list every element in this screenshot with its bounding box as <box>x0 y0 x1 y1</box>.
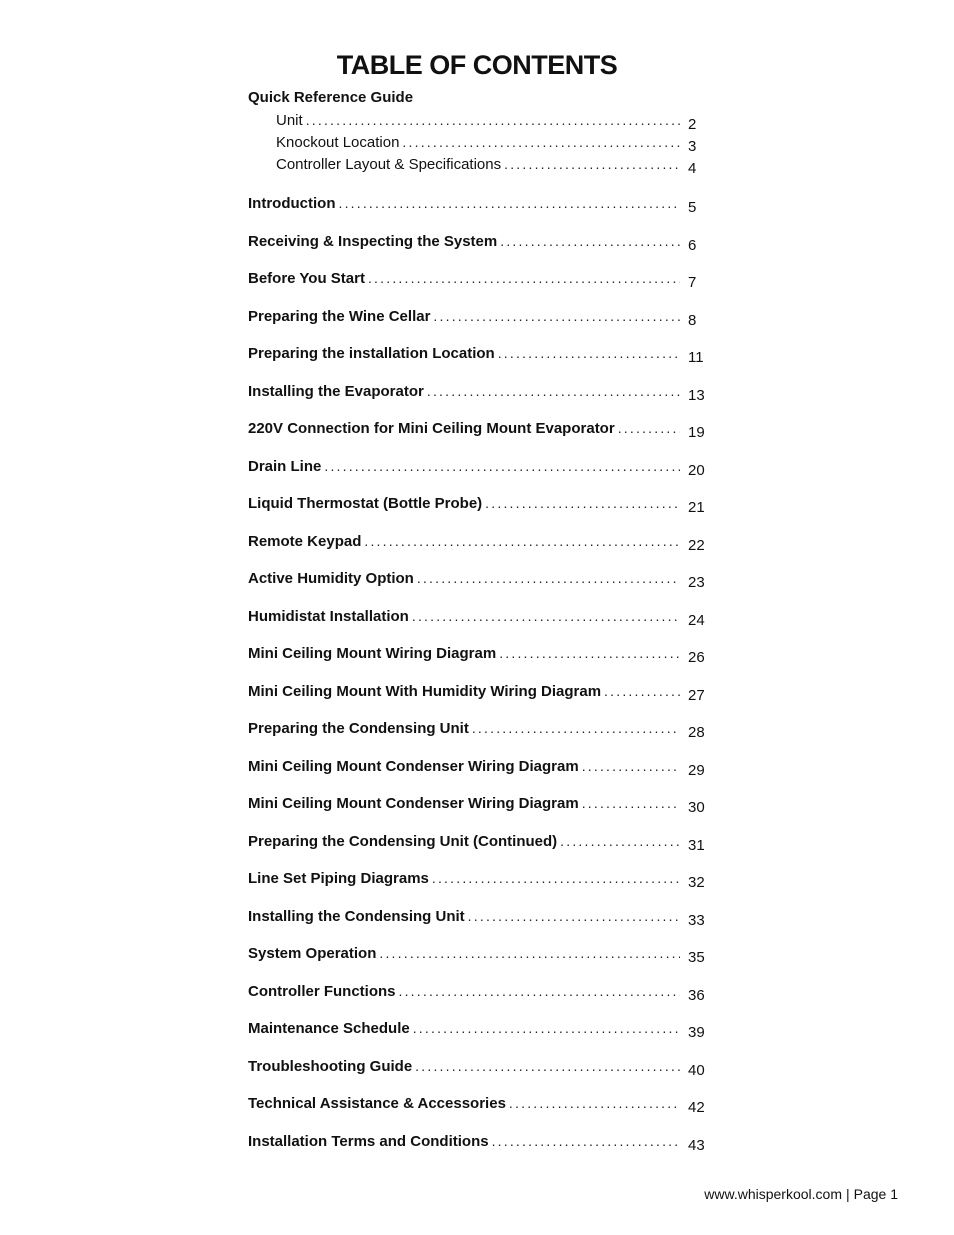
quick-reference-heading: Quick Reference Guide <box>248 89 414 106</box>
dot-leader <box>306 109 680 131</box>
toc-subentry[interactable] <box>248 153 718 175</box>
page-footer <box>704 1186 898 1202</box>
toc-entry[interactable] <box>248 305 718 343</box>
toc-entry[interactable] <box>248 867 718 905</box>
toc-entry-label: Liquid Thermostat (Bottle Probe) <box>248 495 483 512</box>
toc-entry-label: Unit <box>276 112 303 129</box>
toc-entry-page-number: 19 <box>688 424 705 441</box>
dot-leader <box>413 1017 680 1039</box>
toc-entry-label: Controller Layout & Specifications <box>276 156 502 173</box>
toc-entry[interactable] <box>248 417 718 455</box>
toc-entry-label: Preparing the installation Location <box>248 345 495 362</box>
dot-leader <box>433 305 680 327</box>
toc-entry-label: Knockout Location <box>276 134 400 151</box>
dot-leader <box>560 830 680 852</box>
dot-leader <box>509 1092 680 1114</box>
toc-entry[interactable] <box>248 380 718 418</box>
toc-entry[interactable] <box>248 530 718 568</box>
toc-entry-page-number: 33 <box>688 911 705 929</box>
toc-entry-page-number: 31 <box>688 836 705 854</box>
quick-reference-group <box>248 87 718 175</box>
toc-entry[interactable] <box>248 192 718 230</box>
toc-entry-label: Preparing the Condensing Unit <box>248 720 469 737</box>
toc-entry[interactable] <box>248 567 718 605</box>
dot-leader <box>399 980 681 1002</box>
toc-entry[interactable] <box>248 267 718 305</box>
toc-entry[interactable] <box>248 605 718 643</box>
toc-subentry[interactable] <box>248 131 718 153</box>
dot-leader <box>604 680 680 702</box>
toc-entry-page-number: 43 <box>688 1136 705 1154</box>
toc-entry-label: 220V Connection for Mini Ceiling Mount Evaporator <box>248 420 615 437</box>
dot-leader <box>427 380 680 402</box>
dot-leader <box>582 755 680 777</box>
quick-reference-list <box>248 109 718 175</box>
toc-entry-page-number: 7 <box>688 274 697 291</box>
toc-entry-label: Mini Ceiling Mount Condenser Wiring Diagram <box>248 757 579 775</box>
toc-entry-label: Remote Keypad <box>248 532 362 550</box>
toc-entry[interactable] <box>248 1130 718 1168</box>
toc-entry-label: Controller Functions <box>248 982 396 1000</box>
toc-entry-page-number: 35 <box>688 949 705 966</box>
footer-separator: | <box>845 1186 850 1202</box>
dot-leader <box>498 342 680 364</box>
toc-entry[interactable] <box>248 642 718 680</box>
toc-entry[interactable] <box>248 455 718 493</box>
dot-leader <box>432 867 680 889</box>
toc-entry-label: Active Humidity Option <box>248 570 414 587</box>
toc-entry-label: Receiving & Inspecting the System <box>248 232 498 250</box>
toc-entry-label: Mini Ceiling Mount Condenser Wiring Diagram <box>248 795 579 812</box>
dot-leader <box>324 455 680 477</box>
toc-entry-page-number: 8 <box>688 311 697 329</box>
toc-entry[interactable] <box>248 980 718 1018</box>
toc-entry-page-number: 24 <box>688 611 705 629</box>
toc-entry-page-number: 13 <box>688 386 705 404</box>
dot-leader <box>379 942 680 964</box>
toc-entry-page-number: 36 <box>688 986 705 1004</box>
toc-entry[interactable] <box>248 755 718 793</box>
toc-entry-label: Installing the Evaporator <box>248 382 424 400</box>
dot-leader <box>504 153 680 175</box>
toc-entry-page-number: 23 <box>688 574 705 591</box>
toc-entry-page-number: 11 <box>688 349 704 366</box>
dot-leader <box>618 417 680 439</box>
dot-leader <box>472 717 680 739</box>
dot-leader <box>412 605 680 627</box>
dot-leader <box>338 192 680 214</box>
toc-entry-label: Mini Ceiling Mount Wiring Diagram <box>248 645 497 662</box>
toc-entry-page-number: 6 <box>688 236 697 254</box>
toc-entry-label: Mini Ceiling Mount With Humidity Wiring Diagram <box>248 682 602 700</box>
toc-entry-page-number: 32 <box>688 874 705 891</box>
dot-leader <box>492 1130 680 1152</box>
toc-entry[interactable] <box>248 792 718 830</box>
toc-entry-page-number: 4 <box>688 160 697 177</box>
toc-entry[interactable] <box>248 1017 718 1055</box>
toc-entry-page-number: 22 <box>688 536 705 554</box>
dot-leader <box>500 230 680 252</box>
toc-entry[interactable] <box>248 830 718 868</box>
toc-entry-page-number: 29 <box>688 761 705 779</box>
toc-entry[interactable] <box>248 342 718 380</box>
toc-entry-page-number: 2 <box>688 116 697 133</box>
toc-entry-label: Drain Line <box>248 457 322 475</box>
toc-entry-label: Troubleshooting Guide <box>248 1057 413 1075</box>
table-of-contents <box>248 86 718 1167</box>
toc-entry[interactable] <box>248 1055 718 1093</box>
toc-entry-label: Technical Assistance & Accessories <box>248 1095 506 1112</box>
dot-leader <box>364 530 680 552</box>
toc-entry[interactable] <box>248 680 718 718</box>
toc-entry-label: Preparing the Condensing Unit (Continued) <box>248 832 558 850</box>
toc-subentry[interactable] <box>248 109 718 131</box>
website-link[interactable]: www.whisperkool.com <box>704 1186 842 1202</box>
toc-entry-label: System Operation <box>248 945 377 962</box>
toc-entry-page-number: 3 <box>688 138 697 155</box>
toc-entry-label: Installation Terms and Conditions <box>248 1132 489 1150</box>
toc-entry-label: Maintenance Schedule <box>248 1020 410 1037</box>
dot-leader <box>499 642 680 664</box>
toc-entry-label: Installing the Condensing Unit <box>248 907 465 925</box>
toc-entry-page-number: 28 <box>688 724 705 741</box>
toc-entry[interactable] <box>248 905 718 943</box>
page-number: Page 1 <box>853 1186 898 1202</box>
toc-entry-label: Introduction <box>248 195 336 212</box>
dot-leader <box>415 1055 680 1077</box>
toc-entry-page-number: 40 <box>688 1061 705 1079</box>
toc-entry-label: Before You Start <box>248 270 365 287</box>
toc-entry[interactable] <box>248 942 718 980</box>
toc-entry-label: Preparing the Wine Cellar <box>248 307 431 325</box>
toc-entry[interactable] <box>248 492 718 530</box>
toc-entry-label: Humidistat Installation <box>248 607 409 625</box>
dot-leader <box>468 905 680 927</box>
toc-entry[interactable] <box>248 1092 718 1130</box>
dot-leader <box>368 267 680 289</box>
toc-entry-list <box>248 192 718 1167</box>
toc-entry-page-number: 30 <box>688 799 705 816</box>
toc-entry-label: Line Set Piping Diagrams <box>248 870 429 887</box>
dot-leader <box>485 492 680 514</box>
toc-entry-page-number: 21 <box>688 499 705 516</box>
toc-entry-page-number: 39 <box>688 1024 705 1041</box>
page-title: TABLE OF CONTENTS <box>336 50 618 80</box>
dot-leader <box>417 567 680 589</box>
dot-leader <box>402 131 680 153</box>
dot-leader <box>582 792 680 814</box>
toc-entry-page-number: 5 <box>688 199 697 216</box>
toc-entry[interactable] <box>248 230 718 268</box>
toc-entry-page-number: 20 <box>688 461 705 479</box>
toc-entry-page-number: 27 <box>688 686 705 704</box>
toc-entry-page-number: 42 <box>688 1099 705 1116</box>
toc-entry-page-number: 26 <box>688 649 705 666</box>
toc-entry[interactable] <box>248 717 718 755</box>
